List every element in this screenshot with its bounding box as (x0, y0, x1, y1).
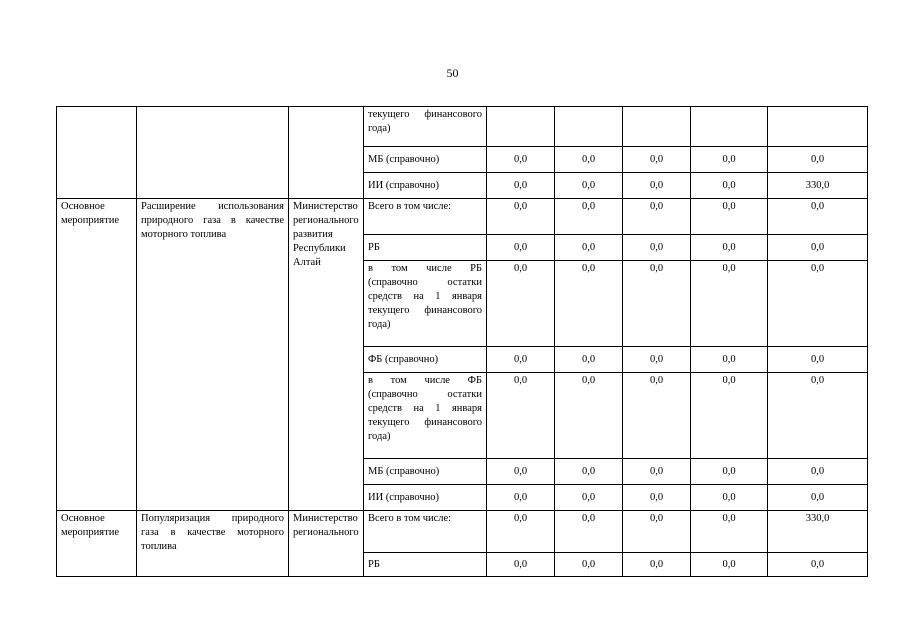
source-cell: текущего финансового года) (364, 107, 487, 147)
value-cell (487, 107, 555, 147)
table-row (57, 199, 868, 235)
value-cell: 0,0 (623, 485, 691, 511)
activity-name-cell: Расширение использования природного газа в качестве моторного топлива (137, 199, 289, 511)
value-cell (691, 107, 768, 147)
activity-type-cell: Основное мероприятие (57, 511, 137, 577)
value-cell: 0,0 (555, 261, 623, 347)
value-cell: 0,0 (623, 459, 691, 485)
value-cell: 0,0 (691, 553, 768, 577)
value-cell: 0,0 (691, 485, 768, 511)
source-cell: РБ (364, 235, 487, 261)
value-cell: 0,0 (623, 373, 691, 459)
executor-cell: Министерство регионального (289, 511, 364, 577)
value-cell: 0,0 (487, 347, 555, 373)
source-cell: в том числе ФБ (справочно остатки средств на 1 января текущего финансового года) (364, 373, 487, 459)
value-cell: 0,0 (487, 235, 555, 261)
page-number: 50 (446, 66, 459, 80)
value-cell: 0,0 (487, 511, 555, 553)
value-cell: 0,0 (555, 147, 623, 173)
source-cell: РБ (364, 553, 487, 577)
name-cell (137, 107, 289, 199)
budget-table (56, 106, 868, 577)
source-cell: ИИ (справочно) (364, 485, 487, 511)
value-cell: 0,0 (623, 173, 691, 199)
value-cell: 0,0 (555, 553, 623, 577)
value-cell: 0,0 (623, 199, 691, 235)
executor-cell: Министерство регионального развития Республики Алтай (289, 199, 364, 511)
value-cell: 0,0 (768, 459, 868, 485)
activity-name-cell: Популяризация природного газа в качестве моторного топлива (137, 511, 289, 577)
source-cell: МБ (справочно) (364, 459, 487, 485)
value-cell: 330,0 (768, 173, 868, 199)
value-cell: 0,0 (691, 373, 768, 459)
value-cell: 0,0 (487, 553, 555, 577)
value-cell: 0,0 (691, 173, 768, 199)
value-cell: 0,0 (487, 261, 555, 347)
value-cell: 0,0 (768, 485, 868, 511)
value-cell: 0,0 (691, 199, 768, 235)
value-cell: 0,0 (623, 511, 691, 553)
value-cell (623, 107, 691, 147)
value-cell: 330,0 (768, 511, 868, 553)
value-cell: 0,0 (487, 147, 555, 173)
source-cell: Всего в том числе: (364, 199, 487, 235)
value-cell: 0,0 (555, 511, 623, 553)
value-cell: 0,0 (768, 261, 868, 347)
value-cell: 0,0 (555, 173, 623, 199)
table-row (57, 511, 868, 553)
value-cell: 0,0 (691, 511, 768, 553)
value-cell: 0,0 (487, 485, 555, 511)
value-cell: 0,0 (555, 373, 623, 459)
value-cell: 0,0 (623, 553, 691, 577)
executor-cell (289, 107, 364, 199)
value-cell: 0,0 (768, 199, 868, 235)
value-cell (768, 107, 868, 147)
value-cell: 0,0 (623, 235, 691, 261)
value-cell: 0,0 (691, 235, 768, 261)
value-cell: 0,0 (768, 235, 868, 261)
value-cell: 0,0 (623, 261, 691, 347)
value-cell: 0,0 (691, 261, 768, 347)
source-cell: МБ (справочно) (364, 147, 487, 173)
value-cell: 0,0 (555, 347, 623, 373)
value-cell: 0,0 (691, 459, 768, 485)
value-cell: 0,0 (768, 553, 868, 577)
source-cell: ИИ (справочно) (364, 173, 487, 199)
source-cell: в том числе РБ (справочно остатки средств на 1 января текущего финансового года) (364, 261, 487, 347)
value-cell: 0,0 (555, 485, 623, 511)
value-cell: 0,0 (487, 173, 555, 199)
value-cell: 0,0 (691, 147, 768, 173)
value-cell: 0,0 (487, 459, 555, 485)
value-cell: 0,0 (555, 459, 623, 485)
value-cell: 0,0 (768, 147, 868, 173)
value-cell: 0,0 (487, 373, 555, 459)
value-cell: 0,0 (768, 347, 868, 373)
source-cell: Всего в том числе: (364, 511, 487, 553)
value-cell: 0,0 (691, 347, 768, 373)
value-cell: 0,0 (555, 199, 623, 235)
value-cell: 0,0 (768, 373, 868, 459)
source-cell: ФБ (справочно) (364, 347, 487, 373)
type-cell (57, 107, 137, 199)
activity-type-cell: Основное мероприятие (57, 199, 137, 511)
value-cell: 0,0 (555, 235, 623, 261)
value-cell: 0,0 (623, 147, 691, 173)
value-cell: 0,0 (623, 347, 691, 373)
value-cell: 0,0 (487, 199, 555, 235)
value-cell (555, 107, 623, 147)
table-row (57, 107, 868, 147)
